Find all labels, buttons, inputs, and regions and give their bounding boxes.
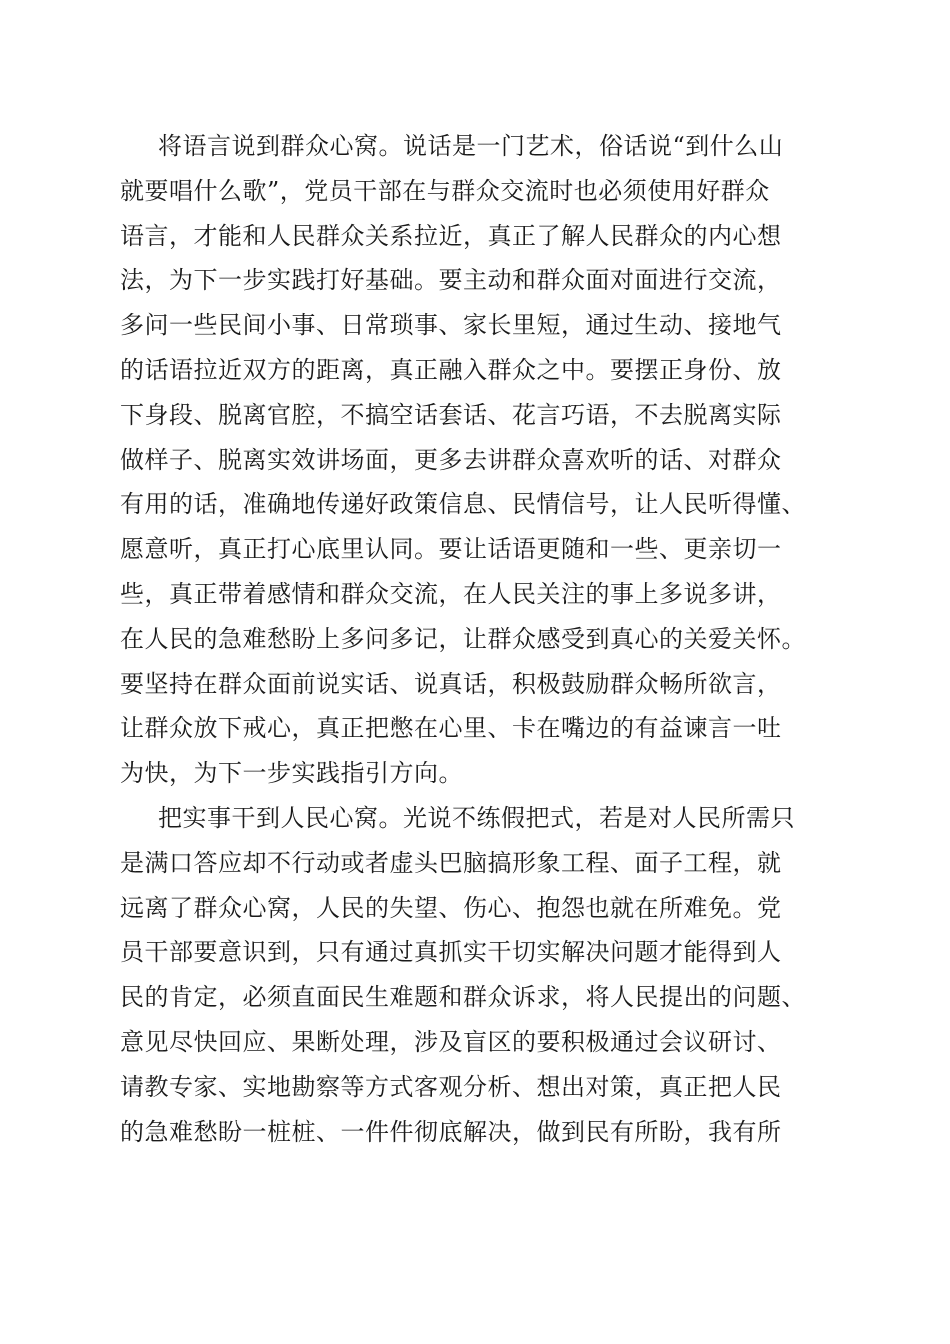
paragraph-line: 有用的话，准确地传递好政策信息、民情信号，让人民听得懂、 (120, 490, 806, 519)
paragraph-line: 的话语拉近双方的距离，真正融入群众之中。要摆正身份、放 (120, 355, 782, 384)
paragraph-line: 多问一些民间小事、日常琐事、家长里短，通过生动、接地气 (120, 311, 782, 340)
paragraph-line: 些，真正带着感情和群众交流，在人民关注的事上多说多讲， (120, 579, 782, 608)
paragraph-line: 将语言说到群众心窝。说话是一门艺术，俗话说“到什么山 (158, 132, 784, 160)
paragraph-line: 为快，为下一步实践指引方向。 (120, 759, 463, 788)
paragraph-line: 请教专家、实地勘察等方式客观分析、想出对策，真正把人民 (120, 1072, 782, 1101)
document-body (120, 124, 850, 1154)
paragraph-line: 在人民的急难愁盼上多问多记，让群众感受到真心的关爱关怀。 (120, 624, 806, 653)
paragraph-line: 把实事干到人民心窝。光说不练假把式，若是对人民所需只 (158, 803, 795, 832)
paragraph-line: 让群众放下戒心，真正把憋在心里、卡在嘴边的有益谏言一吐 (120, 714, 782, 743)
paragraph-line: 员干部要意识到，只有通过真抓实干切实解决问题才能得到人 (120, 938, 782, 967)
paragraph-line: 的急难愁盼一桩桩、一件件彻底解决，做到民有所盼，我有所 (120, 1117, 782, 1146)
paragraph-speak-to-hearts (120, 124, 850, 796)
paragraph-do-practical-things (120, 796, 850, 1154)
paragraph-line: 做样子、脱离实效讲场面，更多去讲群众喜欢听的话、对群众 (120, 445, 782, 474)
paragraph-line: 要坚持在群众面前说实话、说真话，积极鼓励群众畅所欲言， (120, 669, 782, 698)
paragraph-line: 远离了群众心窝，人民的失望、伤心、抱怨也就在所难免。党 (120, 893, 782, 922)
paragraph-line: 下身段、脱离官腔，不搞空话套话、花言巧语，不去脱离实际 (120, 400, 782, 429)
paragraph-line: 愿意听，真正打心底里认同。要让话语更随和一些、更亲切一 (120, 535, 782, 564)
paragraph-line: 意见尽快回应、果断处理，涉及盲区的要积极通过会议研讨、 (120, 1027, 782, 1056)
paragraph-line: 是满口答应却不行动或者虚头巴脑搞形象工程、面子工程，就 (120, 848, 782, 877)
paragraph-line: 法，为下一步实践打好基础。要主动和群众面对面进行交流， (120, 266, 782, 295)
paragraph-line: 民的肯定，必须直面民生难题和群众诉求，将人民提出的问题、 (120, 983, 806, 1012)
paragraph-line: 就要唱什么歌”，党员干部在与群众交流时也必须使用好群众 (120, 176, 770, 205)
paragraph-line: 语言，才能和人民群众关系拉近，真正了解人民群众的内心想 (120, 221, 782, 250)
